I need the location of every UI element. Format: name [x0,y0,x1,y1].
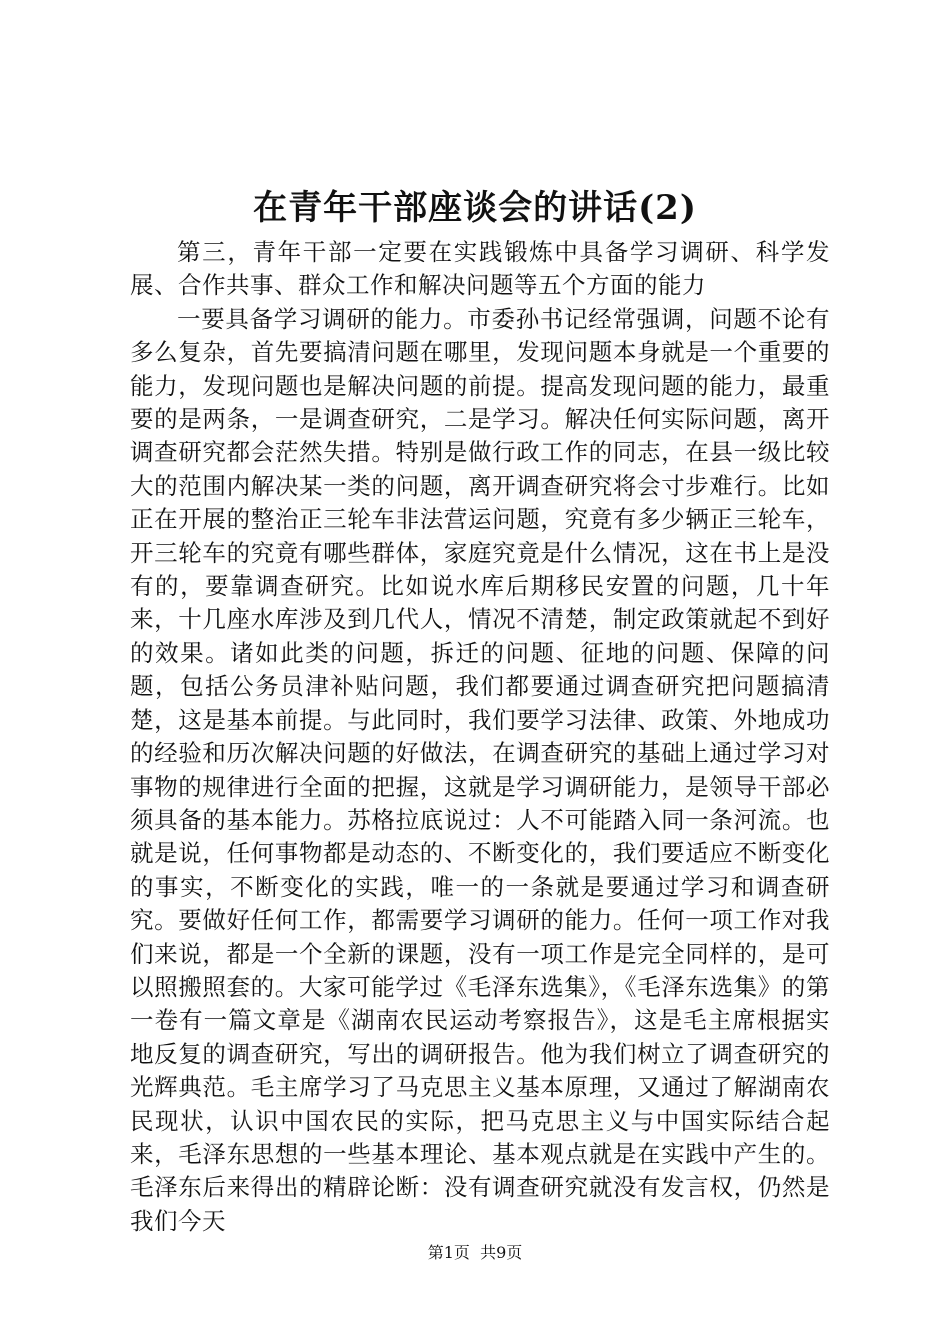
document-body [130,236,830,1238]
page-footer [0,1242,950,1264]
paragraph-1: 第三，青年干部一定要在实践锻炼中具备学习调研、科学发展、合作共事、群众工作和解决问题等五个方面的能力 [130,238,830,300]
paragraph-2: 一要具备学习调研的能力。市委孙书记经常强调，问题不论有多么复杂，首先要搞清问题在哪里，发现问题本身就是一个重要的能力，发现问题也是解决问题的前提。提高发现问题的能力，最重要的是两条，一是调查研究，二是学习。解决任何实际问题，离开调查研究都会茫然失措。特别是做行政工作的同志，在县一级比较大的范围内解决某一类的问题，离开调查研究将会寸步难行。比如正在开展的整治正三轮车非法营运问题，究竟有多少辆正三轮车，开三轮车的究竟有哪些群体，家庭究竟是什么情况，这在书上是没有的，要靠调查研究。比如说水库后期移民安置的问题，几十年来，十几座水库涉及到几代人，情况不清楚，制定政策就起不到好的效果。诸如此类的问题，拆迁的问题、征地的问题、保障的问题，包括公务员津补贴问题，我们都要通过调查研究把问题搞清楚，这是基本前提。与此同时，我们要学习法律、政策、外地成功的经验和历次解决问题的好做法，在调查研究的基础上通过学习对事物的规律进行全面的把握，这就是学习调研能力，是领导干部必须具备的基本能力。苏格拉底说过：人不可能踏入同一条河流。也就是说，任何事物都是动态的、不断变化的，我们要适应不断变化的事实，不断变化的实践，唯一的一条就是要通过学习和调查研究。要做好任何工作，都需要学习调研的能力。任何一项工作对我们来说，都是一个全新的课题，没有一项工作是完全同样的，是可以照搬照套的。大家可能学过《毛泽东选集》，《毛泽东选集》的第一卷有一篇文章是《湖南农民运动考察报告》，这是毛主席根据实地反复的调查研究，写出的调研报告。他为我们树立了调查研究的光辉典范。毛主席学习了马克思主义基本原理，又通过了解湖南农民现状，认识中国农民的实际，把马克思主义与中国实际结合起来，毛泽东思想的一些基本理论、基本观点就是在实践中产生的。毛泽东后来得出的精辟论断：没有调查研究就没有发言权，仍然是我们今天 [130,304,830,1235]
document-title: 在青年干部座谈会的讲话(2) [253,188,697,228]
footer-separator [470,1243,480,1262]
page-number-total: 共9页 [480,1243,523,1262]
page-number-current: 第1页 [427,1243,470,1262]
